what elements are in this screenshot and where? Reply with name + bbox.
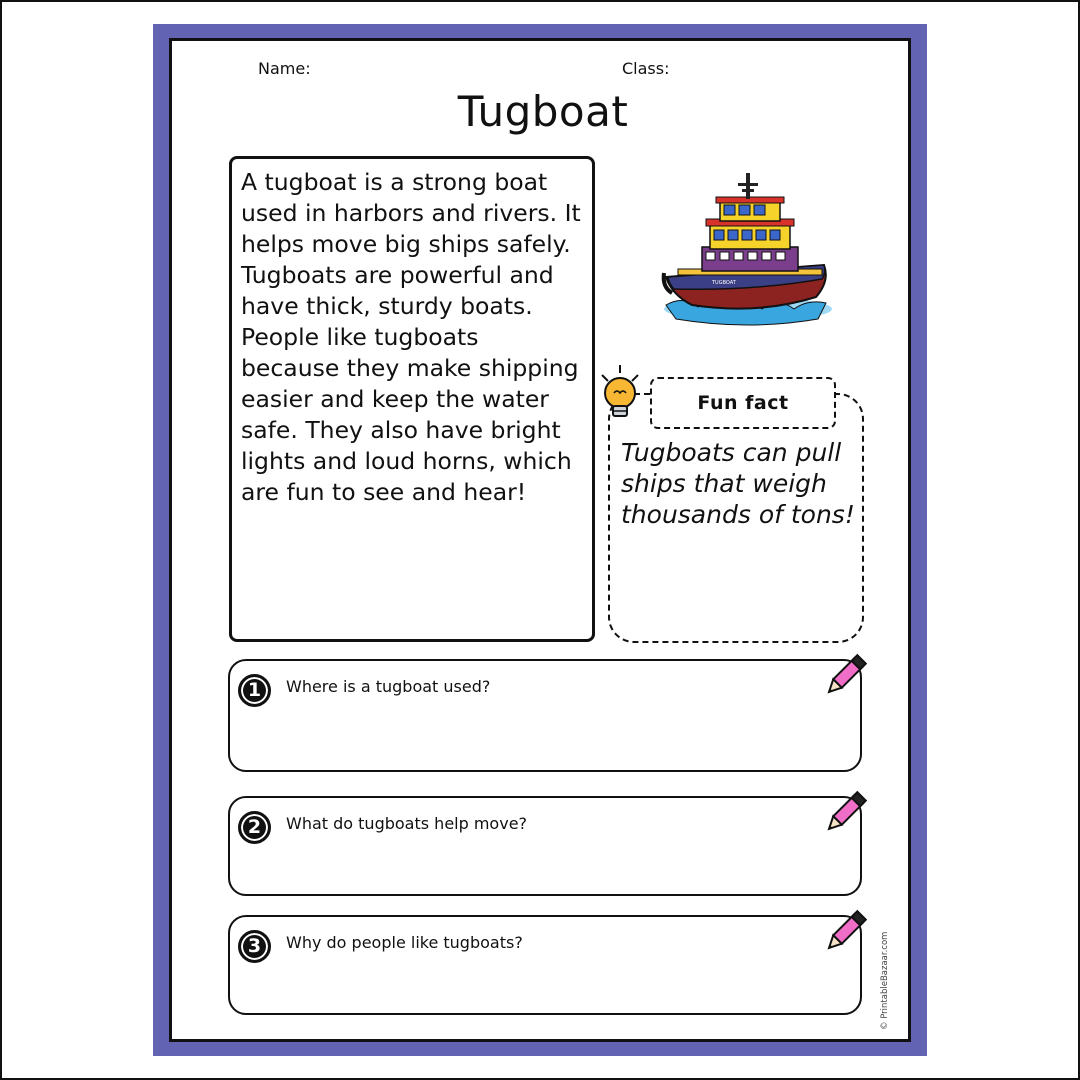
pencil-icon [820, 786, 872, 838]
question-number-badge: 2 [238, 811, 271, 844]
hull-name-text: TUGBOAT [712, 280, 736, 286]
worksheet-title: Tugboat [457, 87, 629, 136]
lightbulb-icon [596, 361, 646, 423]
worksheet [169, 38, 911, 1042]
question-3-box[interactable] [228, 915, 862, 1015]
name-label: Name: [258, 59, 311, 78]
question-number-badge: 1 [238, 674, 271, 707]
question-3-text: Why do people like tugboats? [286, 933, 523, 952]
fun-fact-label: Fun fact [650, 377, 836, 429]
pencil-icon [820, 905, 872, 957]
question-2-text: What do tugboats help move? [286, 814, 528, 833]
reading-passage: A tugboat is a strong boat used in harbors and rivers. It helps move big ships safely. Tugboats are powerful and have thick, sturdy boats. People like tugboats because they make shipping easier and keep the water safe. They also have bright lights and loud horns, which are fun to see and hear! [241, 168, 581, 506]
fun-fact-text: Tugboats can pull ships that weigh thousands of tons! [621, 438, 855, 529]
tugboat-illustration [658, 169, 833, 329]
question-2-box[interactable] [228, 796, 862, 896]
question-number-badge: 3 [238, 930, 271, 963]
pencil-icon [820, 649, 872, 701]
question-1-box[interactable] [228, 659, 862, 772]
class-label: Class: [622, 59, 670, 78]
reading-passage-box [229, 156, 595, 642]
question-1-text: Where is a tugboat used? [286, 677, 491, 696]
copyright-notice: © PrintableBazaar.com [880, 931, 890, 1030]
